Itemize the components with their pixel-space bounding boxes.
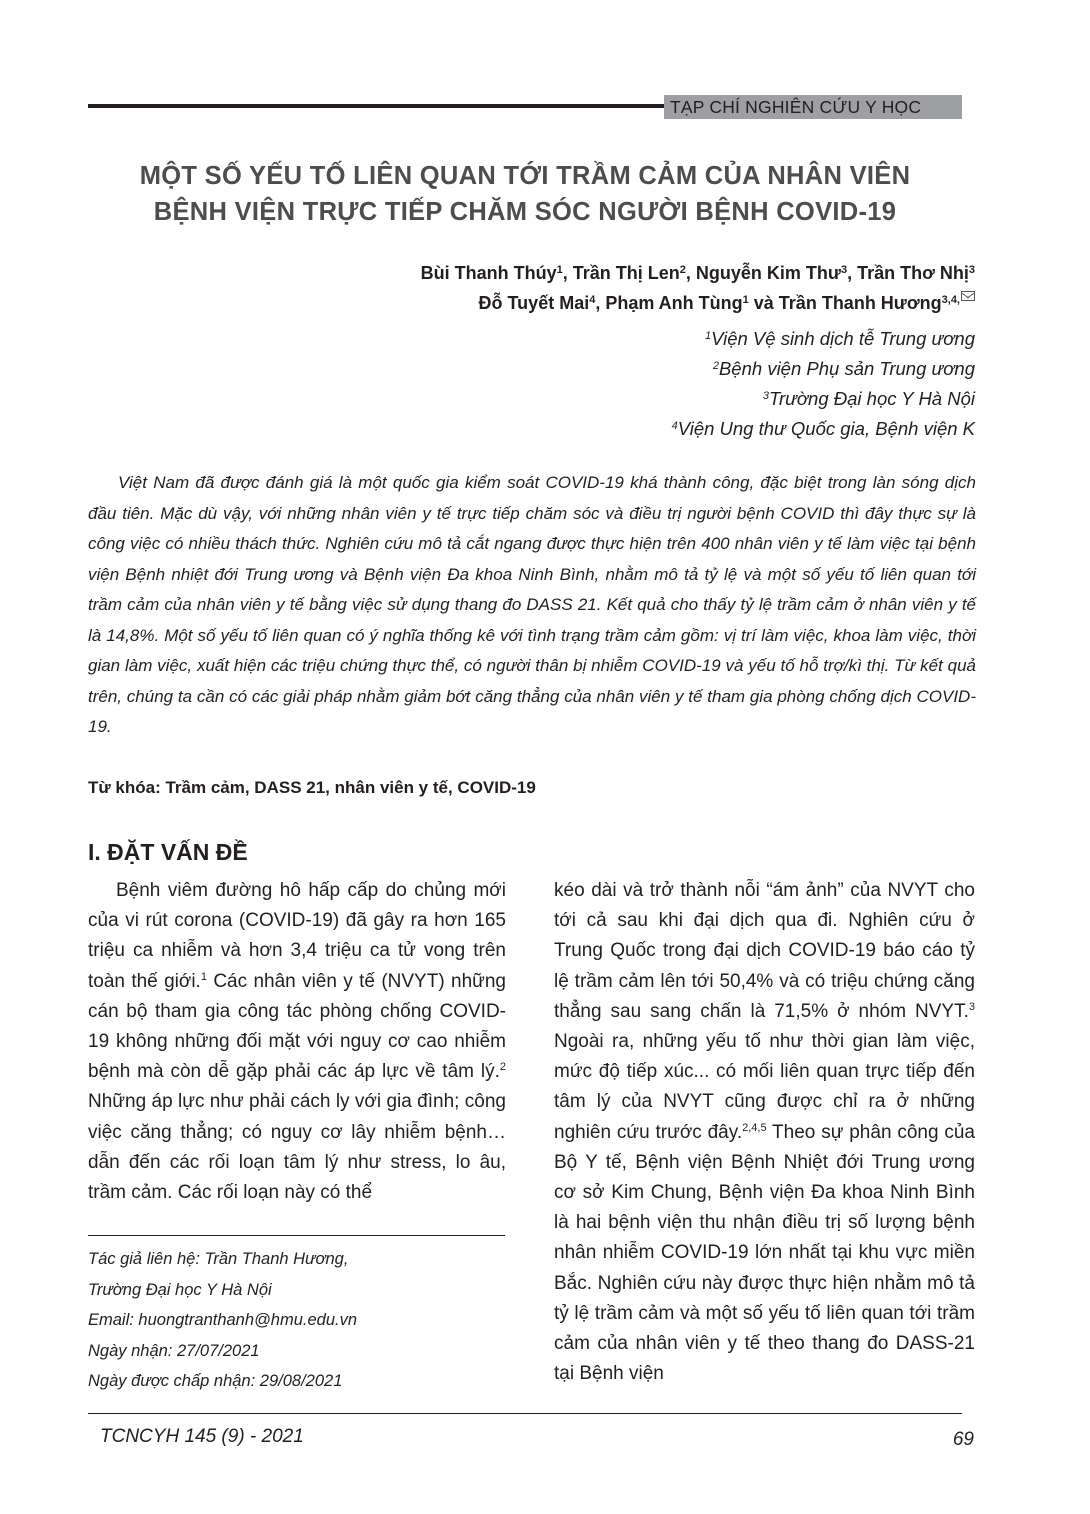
title-line-1: MỘT SỐ YẾU TỐ LIÊN QUAN TỚI TRẦM CẢM CỦA NHÂN VIÊN xyxy=(139,162,911,190)
affiliation-text: Viện Vệ sinh dịch tễ Trung ương xyxy=(711,328,975,349)
body-text: Ngoài ra, những yếu tố như thời gian làm việc, mức độ tiếp xúc... có mối liên quan trực tiếp đến tâm lý của NVYT cũng được chỉ ra ở những nghiên cứu trước đây. xyxy=(554,1031,975,1143)
footnote-line: Trường Đại học Y Hà Nội xyxy=(88,1280,272,1299)
body-column-left xyxy=(88,876,506,1208)
affiliation-text: Viện Ung thư Quốc gia, Bệnh viện K xyxy=(677,418,975,439)
citation-ref: 3 xyxy=(968,1000,975,1013)
citation-ref: 1 xyxy=(200,970,207,983)
abstract: Việt Nam đã được đánh giá là một quốc gia kiểm soát COVID-19 khá thành công, đặc biệt trong làn sóng dịch đầu tiên. Mặc dù vậy, với những nhân viên y tế trực tiếp chăm sóc và điều trị người bệnh COVID thì đây thực sự là công việc có nhiều thách thức. Nghiên cứu mô tả cắt ngang được thực hiện trên 400 nhân viên y tế làm việc tại bệnh viện Bệnh nhiệt đới Trung ương và Bệnh viện Đa khoa Ninh Bình, nhằm mô tả tỷ lệ và một số yếu tố liên quan tới trầm cảm của nhân viên y tế bằng việc sử dụng thang đo DASS 21. Kết quả cho thấy tỷ lệ trầm cảm ở nhân viên y tế là 14,8%. Một số yếu tố liên quan có ý nghĩa thống kê với tình trạng trầm cảm gồm: vị trí làm việc, khoa làm việc, thời gian làm việc, xuất hiện các triệu chứng thực thể, có người thân bị nhiễm COVID-19 và yếu tố hỗ trợ/kì thị. Từ kết quả trên, chúng ta cần có các giải pháp nhằm giảm bớt căng thẳng của nhân viên y tế tham gia phòng chống dịch COVID-19. xyxy=(88,473,976,736)
page-number: 69 xyxy=(952,1429,974,1450)
affiliation-item xyxy=(672,384,975,414)
author-list xyxy=(421,258,975,318)
affiliation-text: Bệnh viện Phụ sản Trung ương xyxy=(718,358,975,379)
affiliation-item xyxy=(672,414,975,444)
affiliation-text: Trường Đại học Y Hà Nội xyxy=(769,388,975,409)
footnote-line: Tác giả liên hệ: Trần Thanh Hương, xyxy=(88,1250,349,1268)
author-name: , Phạm Anh Tùng xyxy=(595,293,743,313)
affiliation-sup: 3 xyxy=(762,390,770,402)
footnote-rule xyxy=(88,1235,505,1236)
affiliation-sup: 4 xyxy=(671,420,678,432)
affiliation-item xyxy=(672,324,975,354)
citation-ref: 2,4,5 xyxy=(742,1121,767,1134)
footer-rule xyxy=(88,1413,962,1414)
author-affil: 3 xyxy=(840,264,848,276)
keywords: Từ khóa: Trầm cảm, DASS 21, nhân viên y tế, COVID-19 xyxy=(88,778,536,797)
footnote-received: Ngày nhận: 27/07/2021 xyxy=(88,1341,260,1360)
author-name: Bùi Thanh Thúy xyxy=(420,263,557,283)
journal-name: TẠP CHÍ NGHIÊN CỨU Y HỌC xyxy=(664,95,962,119)
author-affil: 2 xyxy=(679,264,686,276)
body-text: Bệnh viêm đường hô hấp cấp do chủng mới của vi rút corona (COVID-19) đã gây ra hơn 165 triệu ca nhiễm và hơn 3,4 triệu ca tử vong trên toàn thế giới. xyxy=(88,880,506,992)
author-affil: 3,4, xyxy=(941,294,960,306)
affiliation-list xyxy=(672,324,975,444)
footnote-accepted: Ngày được chấp nhận: 29/08/2021 xyxy=(88,1372,343,1390)
envelope-icon xyxy=(961,291,975,301)
title-line-2: BỆNH VIỆN TRỰC TIẾP CHĂM SÓC NGƯỜI BỆNH COVID-19 xyxy=(153,198,897,226)
affiliation-sup: 2 xyxy=(712,360,719,372)
body-text: Những áp lực như phải cách ly với gia đình; công việc căng thẳng; có nguy cơ lây nhiễm bệnh… dẫn đến các rối loạn tâm lý như stress, lo âu, trầm cảm. Các rối loạn này có thể xyxy=(88,1091,506,1204)
author-affil: 4 xyxy=(589,294,596,306)
body-text: Các nhân viên y tế (NVYT) những cán bộ tham gia công tác phòng chống COVID-19 không những đối mặt với nguy cơ cao nhiễm bệnh mà còn dễ gặp phải các áp lực về tâm lý. xyxy=(88,970,506,1083)
author-name: Đỗ Tuyết Mai xyxy=(478,293,590,313)
author-name: và Trần Thanh Hương xyxy=(748,293,942,313)
affiliation-item xyxy=(672,354,975,384)
body-column-right xyxy=(554,876,975,1389)
author-name: , Nguyễn Kim Thư xyxy=(685,263,841,283)
author-affil: 3 xyxy=(968,264,975,276)
article-title xyxy=(88,158,962,230)
body-text: Theo sự phân công của Bộ Y tế, Bệnh viện Bệnh Nhiệt đới Trung ương cơ sở Kim Chung, Bệnh viện Đa khoa Ninh Bình là hai bệnh viện thu nhận điều trị số lượng bệnh nhân nhiễm COVID-19 lớn nhất tại khu vực miền Bắc. Nghiên cứu này được thực hiện nhằm mô tả tỷ lệ trầm cảm và một số yếu tố liên quan tới trầm cảm của nhân viên y tế theo thang đo DASS-21 tại Bệnh viện xyxy=(554,1121,975,1385)
footnote-email: Email: huongtranthanh@hmu.edu.vn xyxy=(88,1311,358,1329)
header-rule xyxy=(88,104,668,108)
author-line-1 xyxy=(421,258,975,288)
correspondence-footnote xyxy=(88,1244,505,1397)
section-heading: I. ĐẶT VẤN ĐỀ xyxy=(88,839,248,865)
author-affil: 1 xyxy=(556,264,563,276)
footer-citation: TCNCYH 145 (9) - 2021 xyxy=(100,1426,304,1447)
citation-ref: 2 xyxy=(499,1061,506,1074)
author-name: , Trần Thị Len xyxy=(562,263,680,283)
body-text: kéo dài và trở thành nỗi “ám ảnh” của NVYT cho tới cả sau khi đại dịch qua đi. Nghiên cứu ở Trung Quốc trong đại dịch COVID-19 báo cáo tỷ lệ trầm cảm lên tới 50,4% và có triệu chứng căng thẳng sau sang chấn là 71,5% ở nhóm NVYT. xyxy=(554,880,975,1022)
author-line-2 xyxy=(421,288,975,318)
author-name: , Trần Thơ Nhị xyxy=(847,263,969,283)
author-affil: 1 xyxy=(742,294,749,306)
affiliation-sup: 1 xyxy=(704,330,712,342)
